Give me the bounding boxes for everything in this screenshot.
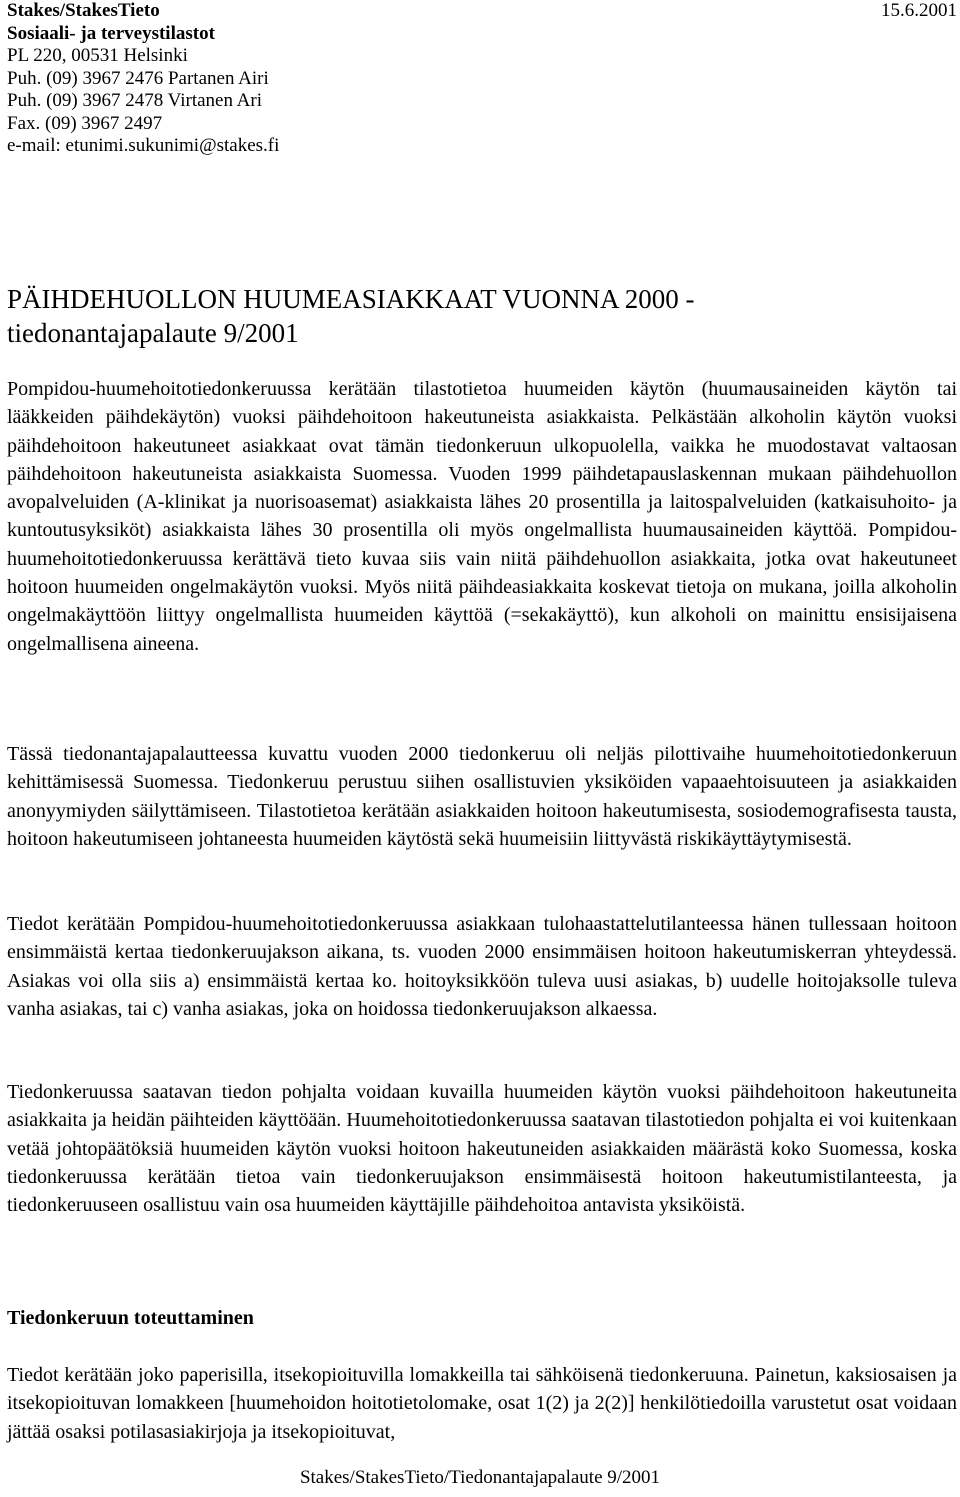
letterhead (7, 0, 957, 158)
section-heading-implementation: Tiedonkeruun toteuttaminen (7, 1307, 254, 1329)
phone-number-2: Puh. (09) 3967 2478 Virtanen Ari (7, 90, 262, 111)
department-name: Sosiaali- ja terveystilastot (7, 22, 215, 44)
title-line-1: PÄIHDEHUOLLON HUUMEASIAKKAAT VUONNA 2000 - (7, 284, 695, 314)
email-address: e-mail: etunimi.sukunimi@stakes.fi (7, 135, 280, 156)
postal-address: PL 220, 00531 Helsinki (7, 45, 188, 66)
paragraph-collection: Tiedot kerätään Pompidou-huumehoitotiedonkeruussa asiakkaan tulohaastattelutilanteessa hänen tullessaan hoitoon ensimmäistä kertaa tiedonkeruujakson aikana, ts. vuoden 2000 ensimmäisen hoitoon hakeutumiskerran yhteydessä. Asiakas voi olla siis a) ensimmäistä kertaa ko. hoitoyksikköön tuleva uusi asiakas, b) uudelle hoitojaksolle tuleva vanha asiakas, tai c) vanha asiakas, joka on hoidossa tiedonkeruujakson alkaessa. (7, 913, 957, 1020)
phone-number-1: Puh. (09) 3967 2476 Partanen Airi (7, 67, 269, 89)
document-title (7, 282, 957, 350)
title-line-2: tiedonantajapalaute 9/2001 (7, 318, 299, 348)
paragraph-implementation: Tiedot kerätään joko paperisilla, itsekopioituvilla lomakkeilla tai sähköisenä tiedonkeruuna. Painetun, kaksiosaisen ja itsekopioituvan lomakkeen [huumehoidon hoitotietolomake, osat 1(2) ja 2(2)] henkilötiedoilla varustetut osat voidaan jättää osaksi potilasasiakirjoja ja itsekopioituvat, (7, 1364, 957, 1443)
paragraph-limitations: Tiedonkeruussa saatavan tiedon pohjalta voidaan kuvailla huumeiden käytön vuoksi päihdehoitoon hakeutuneita asiakkaita ja heidän päihteiden käyttöään. Huumehoitotiedonkeruussa saatavan tilastotiedon pohjalta ei voi kuitenkaan vetää johtopäätöksiä huumeiden käytön vuoksi hoitoon hakeutuneiden asiakkaiden määrästä koko Suomessa, koska tiedonkeruussa kerätään tietoa vain tiedonkeruujakson ensimmäisestä hoitoon hakeutumistilanteesta, ja tiedonkeruuseen osallistuu vain osa huumeiden käyttäjille päihdehoitoa antavista yksiköistä. (7, 1081, 957, 1217)
paragraph-pilot: Tässä tiedonantajapalautteessa kuvattu vuoden 2000 tiedonkeruu oli neljäs pilottivaihe huumehoitotiedonkeruun kehittämisessä Suomessa. Tiedonkeruu perustuu siihen osallistuvien yksiköiden vapaaehtoisuuteen ja asiakkaiden anonyymiyden säilyttämiseen. Tilastotietoa kerätään asiakkaiden hoitoon hakeutumisesta, sosiodemografisesta tausta, hoitoon hakeutumiseen johtaneesta huumeiden käytöstä sekä huumeisiin liittyvästä riskikäyttäytymisestä. (7, 743, 957, 850)
paragraph-intro: Pompidou-huumehoitotiedonkeruussa kerätään tilastotietoa huumeiden käytön (huumausaineiden käytön tai lääkkeiden päihdekäytön) vuoksi päihdehoitoon hakeutuneista asiakkaista. Pelkästään alkoholin käytön vuoksi päihdehoitoon hakeutuneet asiakkaat ovat tämän tiedonkeruun ulkopuolella, vaikka he muodostavat valtaosan päihdehoitoon hakeutuneista asiakkaista Suomessa. Vuoden 1999 päihdetapauslaskennan mukaan päihdehuollon avopalveluiden (A-klinikat ja nuorisoasemat) asiakkaista lähes 20 prosentilla ja laitospalveluiden (katkaisuhoito- ja kuntoutusyksiköt) asiakkaista lähes 30 prosentilla oli myös ongelmallista huumausaineiden käyttöä. Pompidou-huumehoitotiedonkeruussa kerättävä tieto kuvaa siis vain niitä päihdehuollon asiakkaita, jotka ovat hakeutuneet hoitoon huumeiden ongelmakäytön vuoksi. Myös niitä päihdeasiakkaita koskevat tietoja on mukana, joilla alkoholin ongelmakäyttöön liittyy ongelmallista huumeiden käyttöä (=sekakäyttö), kun alkoholi on mainittu ensisijaisena ongelmallisena aineena. (7, 378, 957, 655)
organization-name: Stakes/StakesTieto (7, 0, 160, 21)
document-date: 15.6.2001 (881, 0, 957, 21)
page-footer: Stakes/StakesTieto/Tiedonantajapalaute 9/2001 (299, 1467, 661, 1488)
fax-number: Fax. (09) 3967 2497 (7, 112, 163, 134)
